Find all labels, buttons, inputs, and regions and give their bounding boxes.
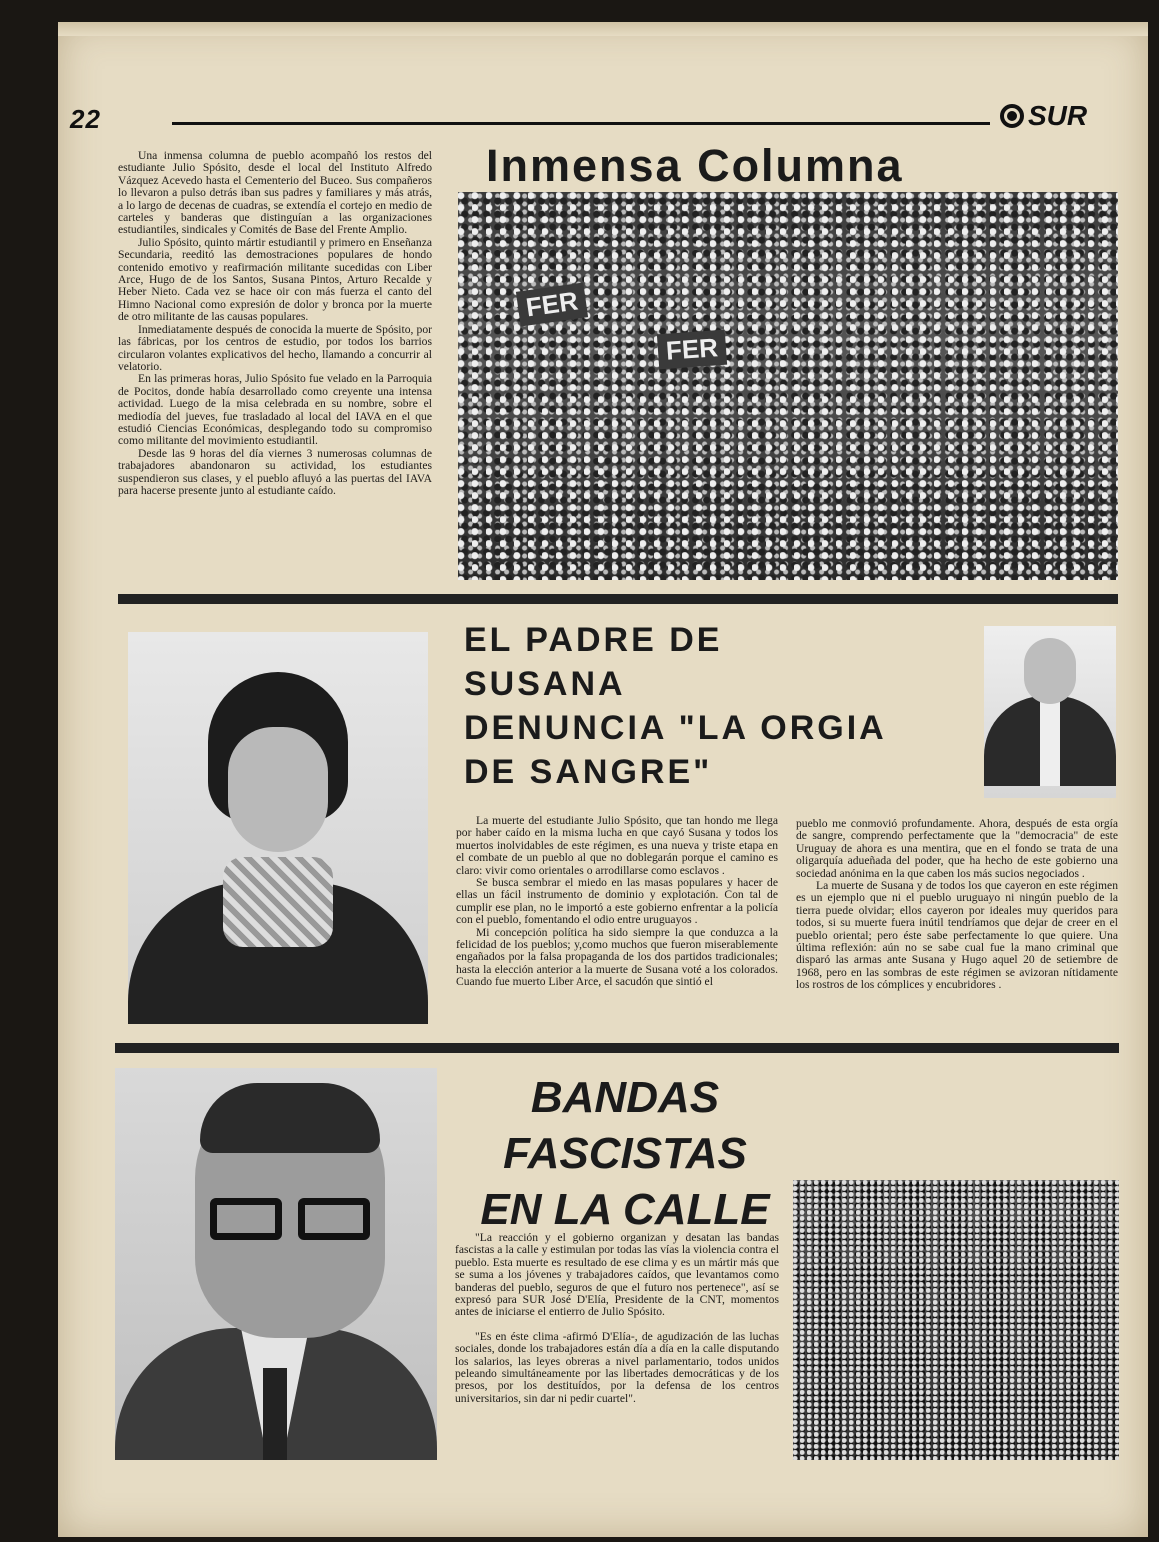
father-portrait-photo: [984, 626, 1116, 798]
susana-portrait-photo: [128, 632, 428, 1024]
article3-text: [455, 1232, 779, 1405]
page-number: 22: [70, 104, 101, 134]
article2-paragraph: Mi concepción política ha sido siempre la que conduzca a la felicidad de los pueblos; y,como muchos que fueron miserablemente engañados por la falsa propaganda de los dos partidos tradicionales; hasta la elección anterior a la muerte de Susana voté a los colorados. Cuando fue muerto Liber Arce, el sacudón que sintió el: [456, 925, 778, 989]
headline-line: DENUNCIA "LA ORGIA: [464, 709, 887, 747]
article2-headline: [464, 618, 887, 794]
headline-line: EN LA CALLE: [480, 1185, 770, 1234]
article2-paragraph: pueblo me conmovió profundamente. Ahora, después de esta orgía de sangre, comprendo perfectamente que la "democracia" de este Uruguay de ahora es una mentira, que en el fondo se trata de una oligarquía adueñada del poder, que ha hecho de este gobierno una sociedad anónima en la que caben los más sucios negociados .: [796, 817, 1118, 880]
article3-paragraph: "La reacción y el gobierno organizan y desatan las bandas fascistas a la calle y estimulan por todas las vías la violencia contra el pueblo. Esta muerte es resultado de ese clima y es un mártir más que se suma a los jóvenes y trabajadores caídos, que levantamos como banderas del pueblo, seguros de que el futuro nos pertenece", así se expresó para SUR José D'Elía, Presidente de la CNT, momentos antes de iniciarse el entierro de Julio Spósito.: [455, 1231, 779, 1319]
article1-paragraph: Inmediatamente después de conocida la muerte de Spósito, por las fábricas, por los centros de estudio, por todos los barrios circularon volantes explicativos del hecho, llamando a concurrir al velatorio.: [118, 322, 432, 373]
section-divider: [115, 1043, 1119, 1053]
article1-paragraph: Desde las 9 horas del día viernes 3 numerosas columnas de trabajadores abandonaron su actividad, los estudiantes suspendieron sus clases, y el pueblo afluyó a las puertas del IAVA para hacerse presente junto al estudiante caído.: [118, 446, 432, 497]
funeral-crowd-photo: [458, 192, 1118, 580]
article2-paragraph: La muerte del estudiante Julio Spósito, que tan hondo me llega por haber caído en la misma lucha en que cayó Susana y todos los muertos inolvidables de este régimen, es una nueva y triste etapa en el combate de un pueblo al que no doblegarán porque el camino es claro: vivir como orientales o arrodillarse como esclavos .: [456, 814, 778, 877]
article1-paragraph: En las primeras horas, Julio Spósito fue velado en la Parroquia de Pocitos, donde había desarrollado como creyente una intensa actividad. Luego de la misa celebrada en su nombre, sobre el mediodía del jueves, fue trasladado al local del IAVA en el que estudió Ciencias Económicas, desplegando todo su compromiso como militante del movimiento estudiantil.: [118, 372, 432, 448]
photo-banner: FER: [516, 282, 588, 326]
sun-icon: [1000, 104, 1024, 128]
article1-headline: Inmensa Columna: [486, 140, 904, 191]
section-divider: [118, 594, 1118, 604]
headline-line: DE SANGRE": [464, 753, 713, 791]
article3-paragraph: "Es en éste clima -afirmó D'Elía-, de agudización de las luchas sociales, donde los trabajadores están día a día en la calle disputando los salarios, las leyes obreras a nivel parlamentario, todos unidos peleando simultáneamente por las libertades democráticas y de los presos, por los destituídos, por la defensa de los centros universitarios, sin dar ni pedir cuartel".: [455, 1329, 779, 1405]
logo-text: SUR: [1028, 100, 1088, 131]
article2-column-1: [456, 815, 778, 989]
masthead-logo: [1000, 100, 1087, 132]
article1-text: [118, 150, 432, 497]
headline-line: FASCISTAS: [503, 1129, 747, 1178]
article2-paragraph: La muerte de Susana y de todos los que cayeron en este régimen es un ejemplo que ni el pueblo uruguayo ni ningún pueblo de la tierra puede olvidar; ellos cayeron por ideales muy queridos para todos, si su muerte fuera inútil tendríamos que dejar de creer en el pueblo oriental; pero éste sabe perfectamente lo que quiere. Una última reflexión: aún no se sabe cual fue la mano criminal que disparó las armas ante Susana y Hugo aquel 20 de setiembre de 1968, pero en las sombras de este régimen se avizoran nítidamente los rostros de los cómplices y encubridores .: [796, 879, 1118, 992]
headline-line: EL PADRE DE: [464, 621, 723, 659]
headline-line: BANDAS: [530, 1073, 720, 1122]
article2-column-2: [796, 818, 1118, 992]
article2-paragraph: Se busca sembrar el miedo en las masas populares y hacer de ellas un fácil instrumento de dominio y explotación. Con tal de cumplir ese plan, no le importó a este gobierno enfrentar a la policía con el pueblo, fomentando el odio entre uruguayos .: [456, 876, 778, 927]
article1-paragraph: Julio Spósito, quinto mártir estudiantil y primero en Enseñanza Secundaria, reeditó las demostraciones populares de hondo contenido emotivo y reafirmación militante sucedidas con Liber Arce, Hugo de de los Santos, Susana Pintos, Arturo Recalde y Heber Nieto. Cada vez se hace oir con más fuerza el canto del Himno Nacional como expresión de dolor y bronca por la muerte de otro militante de las causas populares.: [118, 235, 432, 324]
photo-banner: FER: [657, 330, 727, 370]
article1-paragraph: Una inmensa columna de pueblo acompañó los restos del estudiante Julio Spósito, desde el local del Instituto Alfredo Vázquez Acevedo hasta el Cementerio del Buceo. Sus compañeros lo llevaron a pulso detrás iban sus padres y familiares y más atrás, a lo largo de decenas de cuadras, se extendía el cortejo en medio de carteles y banderas que distinguían a las organizaciones estudiantiles, sindicales y Comités de Base del Frente Amplio.: [118, 149, 432, 237]
header-rule: [172, 122, 990, 125]
headline-line: SUSANA: [464, 665, 626, 703]
article3-headline: [455, 1070, 795, 1238]
demonstration-crowd-photo: [793, 1180, 1119, 1460]
delia-portrait-photo: [115, 1068, 437, 1460]
